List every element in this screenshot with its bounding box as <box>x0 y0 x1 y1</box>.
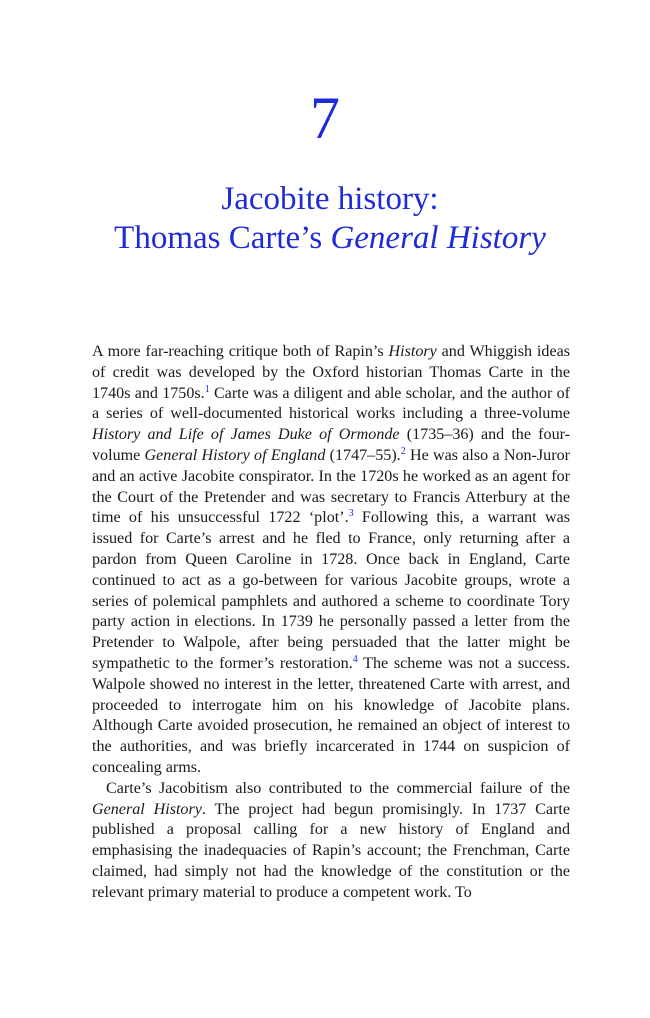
text-run: Carte was a diligent and able scholar, and the author of a series of well-documented historical works including a three-volume <box>92 384 571 423</box>
chapter-title-roman: Thomas Carte’s <box>114 220 331 256</box>
text-run: (1735–36) and the four-volume <box>92 426 571 464</box>
footnote-ref-2[interactable]: 2 <box>400 445 406 457</box>
paragraph-1 <box>92 342 570 779</box>
body-text <box>92 342 570 904</box>
text-run: Following this, a warrant was issued for Carte’s arrest and he fled to France, only returning after a pardon from Queen Caroline in 1728. Once back in England, Carte continued to act as a go-between for various Jacobite groups, wrote a series of polemical pamphlets and authored a scheme to coordinate Tory party action in elections. In 1739 he personally passed a letter from the Pretender to Walpole, after being persuaded that the latter might be sympathetic to the former’s restoration. <box>92 509 570 672</box>
chapter-title-line-1: Jacobite history: <box>221 181 439 217</box>
italic-title: History and Life of James Duke of Ormonde <box>92 426 400 444</box>
text-run: and Whiggish ideas of credit was developed by the Oxford historian Thomas Carte in the 1740s and 1750s. <box>92 343 570 402</box>
italic-title: General History of England <box>144 446 326 464</box>
chapter-number: 7 <box>310 85 340 151</box>
chapter-title <box>0 180 650 258</box>
chapter-title-italic: General History <box>330 220 546 256</box>
italic-title: General History <box>92 800 202 818</box>
italic-title: History <box>388 343 437 360</box>
footnote-ref-4[interactable]: 4 <box>352 653 358 665</box>
text-run: He was also a Non-Juror and an active Jacobite conspirator. In the 1720s he worked as an agent for the Court of the Pretender and was secretary to Francis Atterbury at the time of his unsuccessful 1722 ‘plot’. <box>92 446 570 527</box>
text-run: A more far-reaching critique both of Rapin’s <box>92 343 389 360</box>
paragraph-2 <box>92 779 570 904</box>
text-run: (1747–55). <box>325 446 401 464</box>
footnote-ref-1[interactable]: 1 <box>204 383 210 395</box>
text-run: . The project had begun promisingly. In 1737 Carte published a proposal calling for a new history of England and emphasising the inadequacies of Rapin’s account; the Frenchman, Carte claimed, had simply not had the knowledge of the constitution or the relevant primary material to produce a competent work. To <box>92 800 571 901</box>
chapter-title-line-2 <box>0 219 650 258</box>
text-run: The scheme was not a success. Walpole showed no interest in the letter, threatened Carte with arrest, and proceeded to interrogate him on his knowledge of Jacobite plans. Although Carte avoided prosecution, he remained an object of interest to the authorities, and was briefly incarcerated in 1744 on suspicion of concealing arms. <box>92 654 570 776</box>
text-run: Carte’s Jacobitism also contributed to the commercial failure of the <box>106 779 570 797</box>
footnote-ref-3[interactable]: 3 <box>348 508 354 520</box>
